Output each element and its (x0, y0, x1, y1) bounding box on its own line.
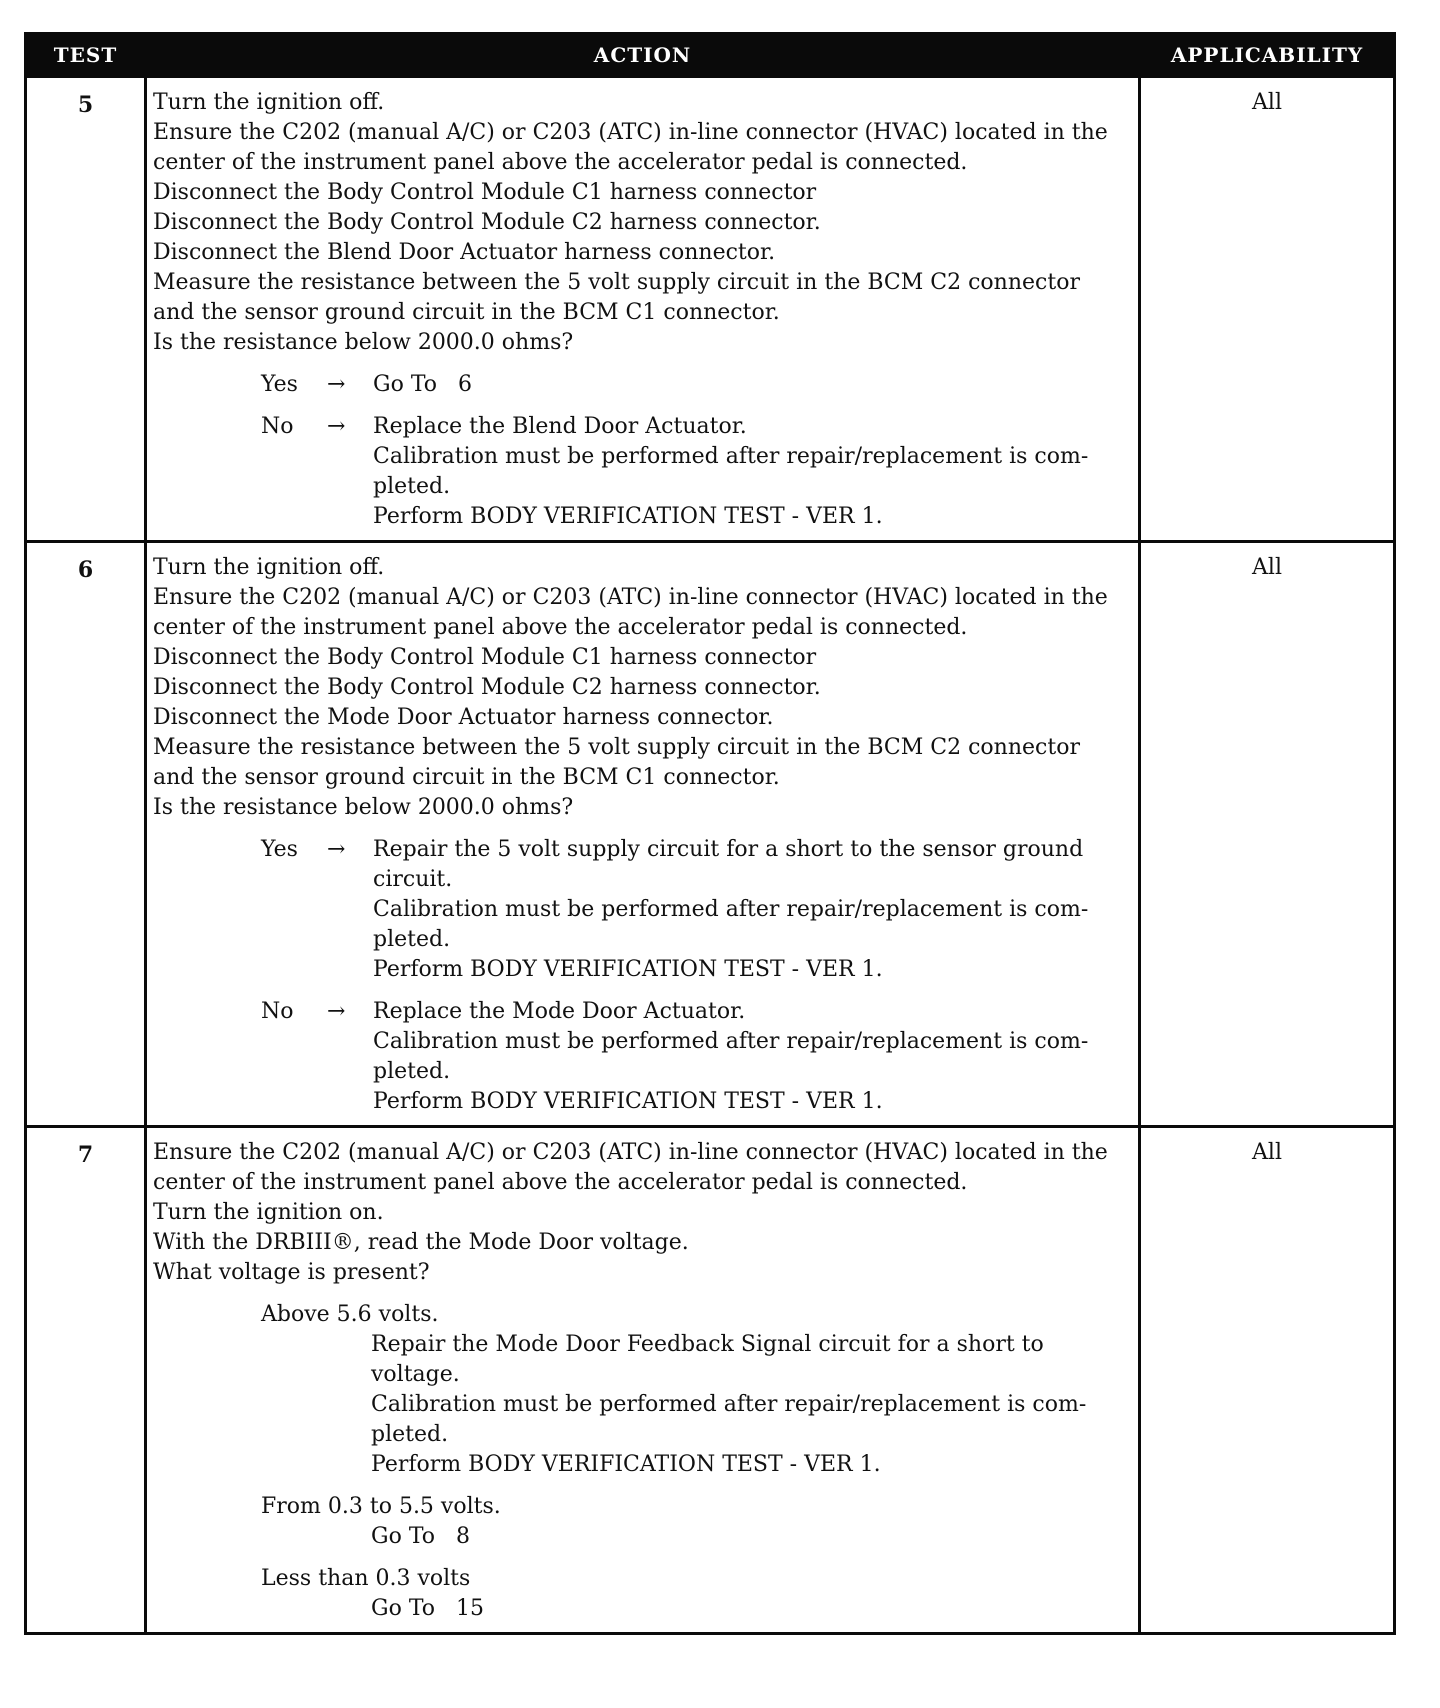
outcome-no (153, 412, 1132, 532)
outcome-line: Perform BODY VERIFICATION TEST - VER 1. (373, 1089, 883, 1114)
header-action: ACTION (146, 34, 1140, 77)
arrow-icon: → (327, 999, 346, 1024)
action-step: What voltage is present? (153, 1260, 430, 1285)
outcome-line: pleted. (373, 474, 451, 499)
outcome-line: Repair the 5 volt supply circuit for a short to the sensor ground (373, 837, 1084, 862)
action-step: With the DRBIII®, read the Mode Door voltage. (153, 1230, 689, 1255)
action-step: Disconnect the Body Control Module C2 harness connector. (153, 210, 821, 235)
action-step: Ensure the C202 (manual A/C) or C203 (ATC) in-line connector (HVAC) located in the (153, 120, 1108, 145)
outcome-line: Perform BODY VERIFICATION TEST - VER 1. (373, 504, 883, 529)
outcome-line: Go To 6 (373, 372, 472, 397)
action-step: Disconnect the Blend Door Actuator harness connector. (153, 240, 776, 265)
outcome-line: Go To 15 (371, 1596, 484, 1621)
outcome-line: Replace the Mode Door Actuator. (373, 999, 746, 1024)
action-cell (146, 77, 1140, 542)
action-step: center of the instrument panel above the accelerator pedal is connected. (153, 1170, 968, 1195)
table-row (26, 77, 1395, 542)
test-number: 7 (26, 1127, 146, 1634)
outcome-line: Replace the Blend Door Actuator. (373, 414, 747, 439)
outcome-line: Calibration must be performed after repair/replacement is com- (373, 897, 1089, 922)
action-step: Measure the resistance between the 5 volt supply circuit in the BCM C2 connector (153, 735, 1080, 760)
outcome-line: circuit. (373, 867, 453, 892)
header-test: TEST (26, 34, 146, 77)
test-number: 6 (26, 542, 146, 1127)
arrow-icon: → (327, 837, 346, 862)
action-step: Measure the resistance between the 5 volt supply circuit in the BCM C2 connector (153, 270, 1080, 295)
action-step: Is the resistance below 2000.0 ohms? (153, 795, 574, 820)
outcome-label: Yes (261, 837, 298, 862)
action-step: Ensure the C202 (manual A/C) or C203 (ATC) in-line connector (HVAC) located in the (153, 1140, 1108, 1165)
header-applicability: APPLICABILITY (1140, 34, 1395, 77)
outcome-body (153, 1522, 1132, 1552)
table-row (26, 542, 1395, 1127)
outcomes (153, 1300, 1132, 1624)
table-header-row (26, 34, 1395, 77)
applicability-value: All (1140, 542, 1395, 1127)
outcome-line: pleted. (373, 927, 451, 952)
outcome-line: Repair the Mode Door Feedback Signal circuit for a short to (371, 1332, 1044, 1357)
outcomes (153, 370, 1132, 532)
outcome-label: Yes (261, 372, 298, 397)
outcome-label: No (261, 999, 294, 1024)
arrow-icon: → (327, 414, 346, 439)
action-step: Disconnect the Body Control Module C2 harness connector. (153, 675, 821, 700)
outcome-range (153, 1564, 1132, 1624)
outcome-line: Go To 8 (371, 1524, 470, 1549)
outcome-body (153, 1330, 1132, 1480)
outcome-range (153, 1300, 1132, 1480)
action-step: Turn the ignition off. (153, 90, 385, 115)
outcome-line: Perform BODY VERIFICATION TEST - VER 1. (371, 1452, 881, 1477)
arrow-icon: → (327, 372, 346, 397)
applicability-value: All (1140, 1127, 1395, 1634)
outcome-yes (153, 370, 1132, 400)
outcome-line: pleted. (373, 1059, 451, 1084)
outcome-body (373, 412, 1132, 532)
applicability-value: All (1140, 77, 1395, 542)
outcome-line: Calibration must be performed after repair/replacement is com- (373, 444, 1089, 469)
diagnostic-test-table (24, 32, 1396, 1635)
outcome-label: Less than 0.3 volts (261, 1566, 471, 1591)
action-step: Is the resistance below 2000.0 ohms? (153, 330, 574, 355)
outcome-label: From 0.3 to 5.5 volts. (261, 1494, 501, 1519)
outcomes (153, 835, 1132, 1117)
outcome-label: No (261, 414, 294, 439)
action-cell (146, 542, 1140, 1127)
outcome-line: pleted. (371, 1422, 449, 1447)
action-step: Disconnect the Body Control Module C1 harness connector (153, 180, 817, 205)
outcome-line: Calibration must be performed after repair/replacement is com- (371, 1392, 1087, 1417)
outcome-line: Perform BODY VERIFICATION TEST - VER 1. (373, 957, 883, 982)
outcome-body (153, 1594, 1132, 1624)
outcome-range (153, 1492, 1132, 1552)
action-step: center of the instrument panel above the accelerator pedal is connected. (153, 150, 968, 175)
test-number: 5 (26, 77, 146, 542)
action-step: center of the instrument panel above the accelerator pedal is connected. (153, 615, 968, 640)
action-step: and the sensor ground circuit in the BCM C1 connector. (153, 765, 780, 790)
outcome-line: Calibration must be performed after repair/replacement is com- (373, 1029, 1089, 1054)
action-step: and the sensor ground circuit in the BCM C1 connector. (153, 300, 780, 325)
outcome-body (373, 997, 1132, 1117)
action-step: Disconnect the Mode Door Actuator harness connector. (153, 705, 774, 730)
outcome-label: Above 5.6 volts. (261, 1302, 439, 1327)
action-step: Disconnect the Body Control Module C1 harness connector (153, 645, 817, 670)
outcome-body (373, 835, 1132, 985)
action-step: Turn the ignition off. (153, 555, 385, 580)
action-step: Turn the ignition on. (153, 1200, 384, 1225)
action-step: Ensure the C202 (manual A/C) or C203 (ATC) in-line connector (HVAC) located in the (153, 585, 1108, 610)
outcome-body (373, 370, 1132, 400)
outcome-line: voltage. (371, 1362, 460, 1387)
table-row (26, 1127, 1395, 1634)
action-cell (146, 1127, 1140, 1634)
outcome-yes (153, 835, 1132, 985)
outcome-no (153, 997, 1132, 1117)
